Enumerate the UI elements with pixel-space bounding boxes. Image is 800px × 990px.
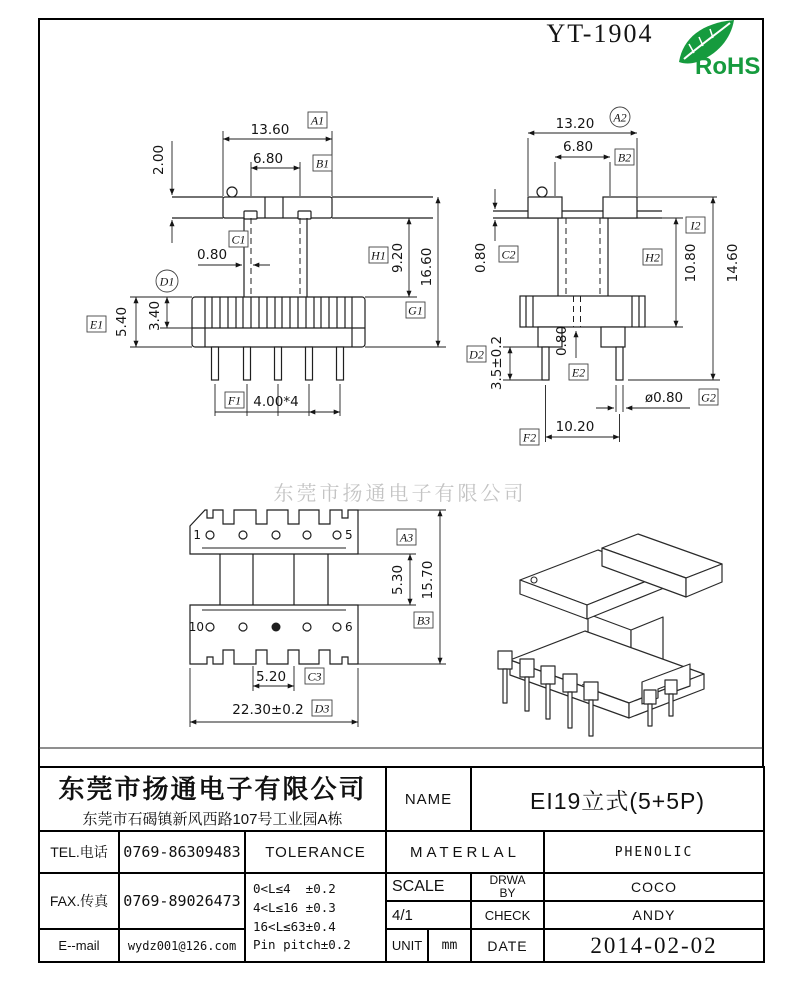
company-name: 东莞市扬通电子有限公司 [58, 774, 367, 804]
tolerance-line: 4<L≤16 ±0.3 [253, 899, 336, 915]
material-label: MATERLAL [387, 832, 543, 872]
dim-a1: 13.60 [250, 122, 290, 138]
dim-c1: 0.80 [196, 247, 228, 263]
tolerance-line: Pin pitch±0.2 [253, 937, 351, 953]
front-view-part [172, 187, 433, 380]
tolerance-table [246, 874, 385, 961]
dim-base-upper: 3.40 [147, 300, 163, 332]
dim-f1: 4.00*4 [253, 394, 299, 410]
fax-value: 0769-89026473 [120, 874, 244, 928]
date-value: 2014-02-02 [545, 930, 763, 961]
tag-a2: A2 [613, 110, 627, 125]
dim-d2: 3.5±0.2 [489, 335, 505, 391]
check-label: CHECK [472, 902, 543, 928]
front-view [87, 112, 446, 416]
dim-total-1: 16.60 [419, 247, 435, 287]
dim-total-2: 14.60 [725, 243, 741, 283]
top-view-part [190, 510, 358, 664]
pin-number-1: 1 [193, 528, 201, 542]
part-name: EI19立式(5+5P) [472, 768, 763, 830]
tag-g2: G2 [701, 390, 716, 405]
unit-label: UNIT [387, 930, 427, 961]
dim-e2: 0.80 [554, 325, 570, 357]
pin-number-6: 6 [345, 620, 353, 634]
isometric-view [498, 534, 722, 736]
fax-label: FAX.传真 [40, 874, 118, 928]
tolerance-line: 16<L≤63±0.4 [253, 918, 336, 934]
tag-f1: F1 [227, 393, 242, 408]
email-value: wydz001@126.com [120, 930, 244, 961]
tag-b1: B1 [315, 156, 330, 171]
dim-g2: ø0.80 [644, 390, 684, 406]
drawn-by-value: COCO [545, 874, 763, 900]
dim-c3: 5.20 [255, 669, 287, 685]
tag-b3: B3 [416, 613, 431, 628]
email-label: E--mail [40, 930, 118, 961]
dim-flange-1: 2.00 [151, 144, 167, 176]
dim-depth-3: 15.70 [420, 560, 436, 600]
tag-c3: C3 [307, 669, 322, 684]
side-view-part [493, 187, 662, 380]
tag-h2: H2 [645, 250, 660, 265]
watermark-text: 东莞市扬通电子有限公司 [273, 481, 527, 505]
date-label: DATE [472, 930, 543, 961]
scale-value: 4/1 [387, 902, 470, 928]
tag-i2: I2 [690, 218, 701, 233]
tag-d1: D1 [159, 274, 175, 289]
tag-f2: F2 [522, 430, 537, 445]
front-view-dimensions [87, 112, 446, 416]
name-label: NAME [387, 768, 470, 830]
tag-d2: D2 [469, 347, 484, 362]
material-value: PHENOLIC [545, 832, 763, 872]
pin-number-5: 5 [345, 528, 353, 542]
company-address: 东莞市石碣镇新风西路107号工业园A栋 [82, 811, 343, 828]
dim-e1: 5.40 [114, 306, 130, 338]
dim-a2: 13.20 [555, 116, 595, 132]
tag-a1: A1 [310, 113, 325, 128]
scale-label: SCALE [387, 874, 470, 900]
doc-number: YT-1904 [546, 19, 654, 48]
dim-c2: 0.80 [473, 242, 489, 274]
dim-b1: 6.80 [252, 151, 284, 167]
check-value: ANDY [545, 902, 763, 928]
tag-e1: E1 [89, 317, 104, 332]
dim-f2: 10.20 [555, 419, 595, 435]
tag-g1: G1 [408, 303, 423, 318]
tel-value: 0769-86309483 [120, 832, 244, 872]
rohs-label: RoHS [695, 53, 761, 80]
side-view [467, 107, 741, 445]
tag-e2: E2 [571, 365, 586, 380]
dim-h1: 9.20 [390, 242, 406, 274]
tag-c2: C2 [501, 247, 516, 262]
dim-h2: 10.80 [683, 243, 699, 283]
tag-c1: C1 [231, 232, 246, 247]
tolerance-line: 0<L≤4 ±0.2 [253, 881, 336, 896]
top-view [189, 510, 446, 727]
tag-h1: H1 [371, 248, 386, 263]
tag-a3: A3 [399, 530, 414, 545]
pin-number-10: 10 [188, 620, 204, 634]
title-block [38, 766, 765, 963]
dim-d3: 22.30±0.2 [232, 702, 304, 718]
unit-value: mm [429, 930, 470, 961]
tag-b2: B2 [617, 150, 632, 165]
side-view-dimensions [467, 107, 741, 445]
rohs-logo [679, 20, 760, 80]
dim-b2: 6.80 [562, 139, 594, 155]
drawn-by-label: DRWA BY [472, 874, 543, 900]
tel-label: TEL.电话 [40, 832, 118, 872]
company-cell [40, 768, 385, 830]
tag-d3: D3 [314, 701, 330, 716]
dim-window-3: 5.30 [390, 564, 406, 596]
tolerance-label: TOLERANCE [246, 832, 385, 872]
